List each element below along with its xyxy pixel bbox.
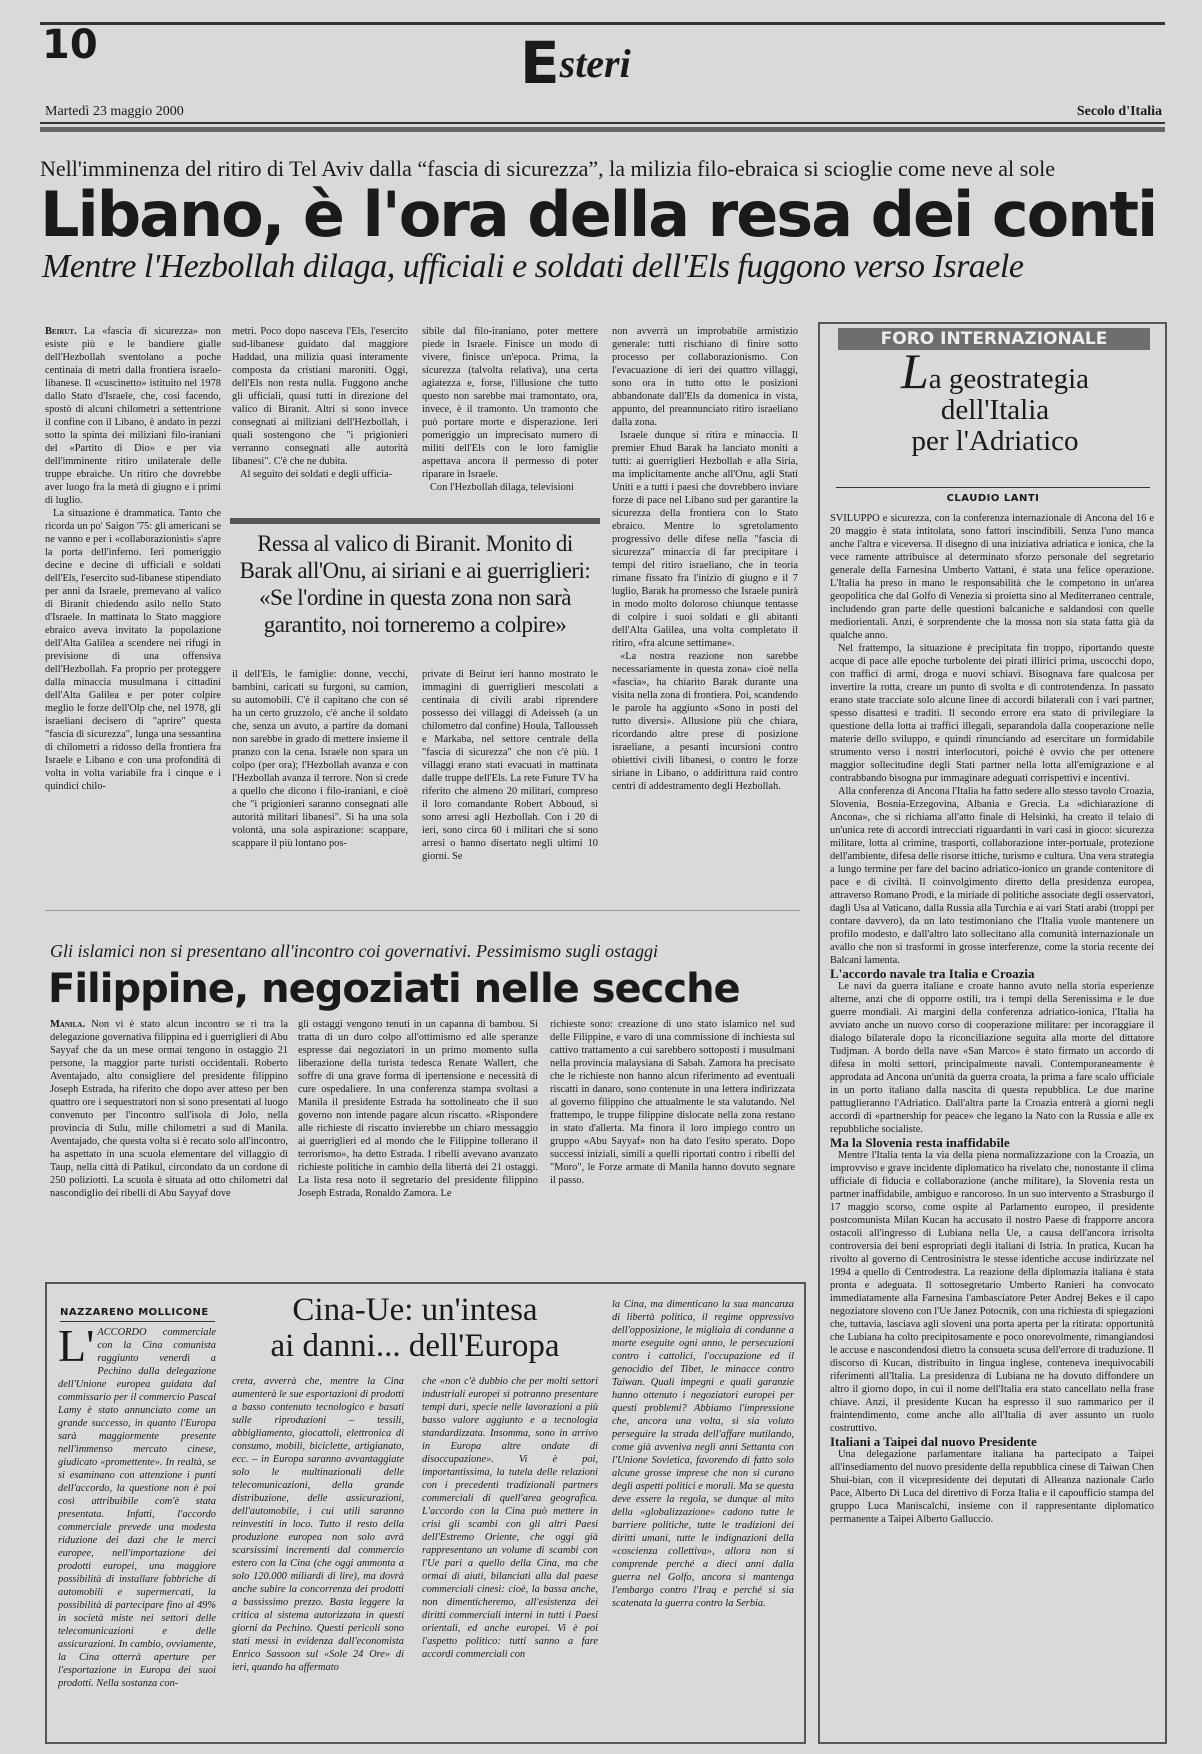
foro-subtitle: Italiani a Taipei dal nuovo Presidente — [830, 1434, 1037, 1449]
paragraph: private di Beirut ieri hanno mostrato le immagini di guerriglieri mescolati a centinaia di civili arabi riprendere possesso dei villaggi di Adeisseh (a un chilometro dal confine) Houla, Tallousseh e Markaba, nel settore centrale della "fascia di sicurezza" che non c'è più. I villaggi erano stati evacuati in mattinata dalle truppe dell'Els. La rete Future TV ha riferito che almeno 20 militari, compreso il loro comandante Robert Abboud, si sono arresi agli Hezbollah. Con i 20 di ieri, sono circa 60 i militari che si sono arresi o hanno disertato negli ultimi 10 giorni. Se — [422, 669, 598, 862]
title-line: dell'Italia — [940, 394, 1050, 426]
filippine-dateline: Manila. — [50, 1019, 85, 1030]
paragraph: La situazione è drammatica. Tanto che ricorda un po' Saigon '75: gli americani se ne vanno e per i «collaborazionisti» s'apre la porta dell'inferno. Ieri pomeriggio decine e decine di ufficiali e soldati dell'Els, l'esercito sud-libanese stipendiato per anni da Israele, premevano al valico di Biranit chiedendo asilo nello Stato d'Israele. In mattinata lo Stato maggiore ebraico aveva invitato la popolazione dell'Alta Galilea a scendere nei rifugi in previsione di una offensiva dell'Hezbollah. Fa proprio per proteggere dalla minaccia musulmana i cittadini dell'Alta Galilea e per poter colpire meglio le forze dell'Olp che, nel 1978, gli israeliani decisero di "aprire" questa "fascia di sicurezza", lunga una sessantina di chilometri a ridosso della frontiera fra Israele e Libano e con una profondità di volta in volta variabile fra i cinque e i quindici chilo- — [45, 508, 221, 792]
cina-headline — [230, 1292, 600, 1364]
libano-kicker: Nell'imminenza del ritiro di Tel Aviv dalla “fascia di sicurezza”, la milizia filo-ebraica si scioglie come neve al sole — [40, 156, 1056, 181]
title-line: a geostrategia — [928, 363, 1090, 395]
paragraph: il dell'Els, le famiglie: donne, vecchi, bambini, caricati su furgoni, su camion, su automobili. C'è il capitano che con sé ha un certo gruzzolo, c'è anche il soldato che, senza un avuto, a partire da domani non sarebbe in grado di mettere insieme il pranzo con la cena. Israele non spara un colpo (per ora); l'Hezbollah avanza e con l'Hezbollah avanza il terrore. Non si crede a quello che dicono i filo-iraniani, e cioè che "i prigionieri saranno consegnati alle autorità militari libanesi". Si ha una sola volontà, una sola aspirazione: scappare, scappare il più lontano pos- — [232, 669, 408, 849]
paragraph: metri. Poco dopo nasceva l'Els, l'esercito sud-libanese guidato dal maggiore Haddad, una milizia quasi interamente composta da cristiani maroniti. Oggi, dell'Els non resta nulla. Fuggono anche gli ufficiali, quasi tutti in direzione del valico di Biranit. Altri si sono invece consegnati ai miliziani dell'Hezbollah, i quali sostengono che "i prigionieri verranno consegnati alle autorità libanesi". C'è che ne dubita. — [232, 326, 408, 467]
headline-line: Cina-Ue: un'intesa — [292, 1292, 538, 1328]
section-initial: E — [520, 29, 560, 97]
paragraph: che «non c'è dubbio che per molti settori industriali europei si potranno presentare tempi duri, specie nelle lavorazioni a più basso valore aggiunto e a tecnologia standardizzata. Insomma, sono in arrivo in Europa altre ondate di disoccupazione». Vi è poi, importantissima, la tutela delle relazioni con i precedenti tradizionali partners commerciali di quell'area geografica. L'accordo con la Cina può mettere in crisi gli scambi con gli altri Paesi dell'Estremo Oriente, che oggi già rappresentano un volume di scambi con l'Ue pari a quello della Cina, ma che ormai di aiuti, bilanciati alla dal paese commerciali cinesi: cioè, la bassa anche, non dimenticheremo, all'esistenza dei diritti commerciali interni in tutti i Paesi orientali, ed anche europei. Vi è poi l'aspetto politico: tutti sanno a fare accordi commerciali con — [422, 1376, 598, 1660]
libano-column-5 — [232, 668, 408, 904]
cina-column-2 — [232, 1375, 404, 1735]
cina-column-4 — [612, 1298, 794, 1735]
foro-subtitle: L'accordo navale tra Italia e Croazia — [830, 966, 1035, 981]
paragraph: Una delegazione parlamentare italiana ha partecipato a Taipei all'insediamento del nuovo presidente della repubblica cinese di Taiwan Chen Shui-bian, con il vicepresidente dei deputati di Alleanza nazionale Carlo Pace, Alberto Di Luca del direttivo di Forza Italia e il capoufficio stampa del gruppo Luca Maniscalchi, insieme con il rappresentante diplomatico permanente a Taipei Alberto Galluccio. — [830, 1449, 1154, 1525]
libano-inset-headline: Ressa al valico di Biranit. Monito di Barak all'Onu, ai siriani e ai guerriglieri: «Se l'ordine in questa zona non sarà garantito, noi torneremo a colpire» — [230, 518, 600, 670]
paragraph: Le navi da guerra italiane e croate hanno avuto nella storia esperienze alterne, anzi che di opporre ostili, tra i tempi della Serenissima e le due guerre mondiali. Ai margini della conferenza adriatico-ionica, l'Italia ha avviato anche un nuovo corso di cooperazione militare: per incoraggiare il dialogo bilaterale dopo la riconciliazione seguita alla morte del dittatore Tudjman. A bordo della nave «San Marco» è stato firmato un accordo di difesa in molti settori, principalmente navali. Contemporaneamente è approdata ad Ancona un'unità da guerra croata, la prima a fare scalo ufficiale in un porto italiano dalla nascita di questa repubblica. Le due marine pattuglieranno l'Adriatico. Dall'altra parte la Croazia entrerà a giorni negli accordi di «partnership for peace» che legano la Nato con la Russia e alle ex repubbliche socialiste. — [830, 981, 1154, 1135]
section-title — [520, 29, 631, 97]
libano-headline: Libano, è l'ora della resa dei conti — [40, 178, 1157, 251]
paragraph: richieste sono: creazione di uno stato islamico nel sud delle Filippine, e varo di una commissione di inchiesta sul cattivo trattamento a cui sarebbero sottoposti i musulmani nella provincia malaysiana di Sabah. Zamora ha precisato che le richieste non hanno alcun riferimento ad eventuali riscatti in danaro, sono contenute in una lettera indirizzata al governo filippino che attualmente le sta valutando. Nel frattempo, le truppe filippine dislocate nella zona restano in stato d'allerta. Ma finora il loro impiego contro un gruppo «Abu Sayyaf» non ha dato l'esito sperato. Dopo successi iniziali, simili a quelli riportati contro i ribelli del "Moro", le Forze armate di Manila hanno dovuto segnare il passo. — [550, 1019, 795, 1186]
foro-title — [835, 343, 1155, 457]
filippine-headline: Filippine, negoziati nelle secche — [48, 966, 740, 1012]
cina-author: NAZZARENO MOLLICONE — [60, 1306, 215, 1322]
filippine-kicker: Gli islamici non si presentano all'incontro coi governativi. Pessimismo sugli ostaggi — [50, 941, 658, 961]
libano-dateline: Beirut. — [45, 326, 77, 337]
foro-tag: FORO INTERNAZIONALE — [838, 328, 1150, 350]
cina-column-1 — [58, 1326, 216, 1734]
page-number: 10 — [42, 22, 98, 68]
issue-date: Martedì 23 maggio 2000 — [45, 104, 184, 119]
paragraph: la Cina, ma dimenticano la sua mancanza di libertà politica, il regime oppressivo dell'opposizione, le migliaia di condanne a morte eseguite ogni anno, le persecuzioni contro i cattolici, l'occupazione ed il genocidio del Tibet, le minacce contro Taiwan. Quali impegni e quali garanzie hanno ottenuto i negoziatori europei per questi problemi? Abbiamo l'impressione che, ancora una volta, si sia voluto perseguire la strada dell'affare mutilando, come già avveniva negli anni Settanta con l'Unione Sovietica, favorendo di fatto solo alcune grosse imprese che non si curano degli aspetti politici e morali. Ma se questa deve essere la regola, se dunque al mito della «globalizzazione» cadono tutte le barriere politiche, tutte le tradizioni dei diritti umani, tutte le indignazioni della «coscienza collettiva», allora non si comprende perché a dieci anni dalla guerra nel Golfo, ancora si mantenga l'embargo contro l'Iraq e perché si sia scatenata la guerra contro la Serbia. — [612, 1299, 794, 1609]
section-rest: steri — [559, 41, 631, 86]
paragraph: sibile dal filo-iraniano, poter mettere piede in Israele. Finisce un modo di vivere, finisce un'epoca. Prima, la sicurezza (talvolta relativa), una certa agiatezza e, forse, l'illusione che tutto questo non sarebbe mai tramontato, ora, invece, è il tramonto. Un tramonto che può portare morte e disperazione. Ieri pomeriggio un imprecisato numero di militi dell'Els con le loro famiglie aspettava ancora il permesso di poter riparare in Israele. — [422, 326, 598, 480]
drop-cap: L' — [58, 1326, 95, 1371]
foro-subtitle: Ma la Slovenia resta inaffidabile — [830, 1135, 1010, 1150]
libano-column-4 — [612, 325, 798, 905]
filippine-column-3 — [550, 1018, 795, 1240]
filippine-column-2 — [298, 1018, 538, 1240]
headline-line: ai danni... dell'Europa — [270, 1328, 560, 1364]
libano-column-1 — [45, 325, 221, 905]
filippine-rule — [45, 910, 800, 911]
libano-column-2 — [232, 325, 408, 513]
paragraph: Alla conferenza di Ancona l'Italia ha fatto sedere allo stesso tavolo Croazia, Slovenia, Bosnia-Erzegovina, Albania e Grecia. La «dichiarazione di Ancona», che si richiama all'atto finale di Helsinki, ha creato il telaio di un'unica rete di accordi intrecciati riguardanti in vari casi in gioco: sicurezza militare, lotta al crimine, trasporti, collaborazione inter-portuale, protezione dell'ambiente, difesa delle risorse ittiche, turismo e cultura. Una vera strategia a lungo termine per fare del bacino adriatico-ionico un grande contenitore di pace e di civiltà. Il coinvolgimento diretto della presidenza europea, attraverso Romano Prodi, e la miriade di politiche associate degli osservatori, dagli Usa al Vaticano, dalla Russia alla Turchia e ai vari Stati arabi (troppi per contare davvero), da un lato testimoniano che l'Italia vuole mantenere un profilo modesto, e dall'altro lato sollecitano alla comunità internazionale un avallo che non si trasformi in grosse interferenze, come la storia recente dei Balcani lamenta. — [830, 786, 1154, 966]
foro-author: CLAUDIO LANTI — [946, 493, 1040, 504]
paragraph: Nel frattempo, la situazione è precipitata fin troppo, riportando queste acque di pace alle epoche turbolente dei pirati illirici prima, uscocchi dopo, con traffici di armi, droga e nuovi schiavi. Bisognava fare qualcosa per invertire la rotta, creare un punto di svolta e di controtendenza. In passato erano state tracciate solo alcune linee di accordi bilaterali con i vari partner, spesso disattesi e traditi. Il secondo errore era stato di privilegiare la questione della lotta ai traffici illegali, separandola dalla cooperazione nelle materie dello sviluppo, e quindi rinunciando ad esercitare un formidabile strumento verso i nostri interlocutori, poiché è ovvio che per ottenere maggior sollecitudine degli Stati partner nella lotta all'emigrazione e al contrabbando bisogna pur immaginare adeguati corrispettivi e incentivi. — [830, 643, 1154, 784]
libano-column-3 — [422, 325, 598, 513]
paragraph: Con l'Hezbollah dilaga, televisioni — [430, 482, 574, 493]
paragraph: Non vi è stato alcun incontro se ri tra la delegazione governativa filippina ed i guerriglieri di Abu Sayyaf che da un mese ormai tengono in ostaggio 21 persone, la maggior parte turisti occidentali. Roberto Aventajado, alto consigliere del presidente filippino Joseph Estrada, ha riferito che dopo aver atteso per ben quattro ore i sequestratori non si sono presentati al luogo convenuto per l'incontro sull'isola di Jolo, nella provincia di Sulu, mille chilometri a sud di Manila. Aventajado, che questa volta si è recato solo all'incontro, ha aspettato in una scuola elementare del villaggio di Taup, nella città di Patikul, circondato da un cordone di 250 poliziotti. La scuola è situata ad otto chilometri dal nascondiglio dei ribelli di Abu Sayyaf dove — [50, 1019, 288, 1199]
paragraph: gli ostaggi vengono tenuti in un capanna di bambou. Si tratta di un duro colpo all'ottimismo ed alle speranze espresse dai negoziatori in un primo momento sulla liberazione della turista tedesca Renate Wallert, che soffre di una grave forma di ipertensione e necessità di cure ospedaliere. In una conferenza stampa svoltasi a Manila il presidente Estrada ha sottolineato che il suo governo non intende pagare alcun riscatto. «Rispondere alle richieste di riscatto invierebbe un chiaro messaggio ai guerriglieri ed al mondo che le Filippine tollerano il terrorismo», ha detto Estrada. I ribelli avevano avanzato richieste politiche in cambio della libertà dei 21 ostaggi. La lista resa noto il segretario del presidente filippino Joseph Estrada, Ronaldo Zamora. Le — [298, 1019, 538, 1199]
paragraph: Mentre l'Italia tenta la via della piena normalizzazione con la Croazia, un improvviso e grave incidente diplomatico ha rivelato che, nonostante il clima ufficiale di fiducia e collaborazione (anche militare), la Slovenia resta un partner inaffidabile, ambiguo e rancoroso. In un suo intervento a Strasburgo il 17 maggio scorso, come ospite al Parlamento europeo, il presidente postcomunista Milan Kucan ha accusato il nostro Paese di frapporre ancora ostacoli all'ingresso di Lubiana nella Ue, a causa dell'ancora irrisolta controversia dei beni espropriati degli italiani di Istria. In pratica, Kucan ha rivolto al governo di Centrosinistra le stesse identiche accuse indirizzate nel 1994 a quello di Centrodestra. La reazione della diplomazia italiana è stata pronta e adeguata. Il sottosegretario Umberto Ranieri ha convocato immediatamente alla Farnesina l'ambasciatore Peter Andrej Bekes e il capo negoziatore sloveno con l'Ue Janez Potocnik, con una richiesta di spiegazioni che, tuttavia, lasciava agli sloveni una porta aperta per la ritirata: opportunità che Lubiana ha colto precipitosamente e poco onorevolmente, rimangiandosi le accuse e nascondendosi dietro la consueta scusa dell'errore di traduzione. Il discorso di Kucan, distribuito in lingua inglese, conteneva inequivocabili riferimenti all'Italia. La presidenza di Lubiana ne ha dovuto diffondere un altro il giorno dopo, in cui il nome dell'Italia era stato cancellato nella frase chiave. Anzi, il presidente Kucan ha espresso il suo rammarico per il fraintendimento, come anche allo all'Italia di aver assunto un ruolo costruttivo. — [830, 1150, 1154, 1434]
header-rule-thick — [40, 127, 1165, 132]
foro-divider — [836, 487, 1150, 488]
paragraph: non avverrà un improbabile armistizio generale: tutti rischiano di finire sotto processo per collaborazionismo. Con l'evacuazione di ieri dei quattro villaggi, sono ora in tutto otto le posizioni abbandonate dall'Els da domenica in vista, appunto, del preannunciato ritiro israeliano dalla zona. — [612, 326, 798, 428]
paragraph: «La nostra reazione non sarebbe necessariamente in questa zona» cioè nella «fascia», ha chiarito Barak durante una visita nella zona di frontiera. Poi, scandendo le parole ha aggiunto «Sono in posti del tutto diversi». Allusione più che chiara, ricordando altre prese di posizione israeliane, a pesanti incursioni contro obiettivi civili libanesi, o contro le forze siriane in Libano, o addirittura raid contro centri di addestramento degli Hezbollah. — [612, 651, 798, 792]
cina-column-3 — [422, 1375, 598, 1735]
filippine-column-1 — [50, 1018, 288, 1240]
paragraph: creta, avverrà che, mentre la Cina aumenterà le sue esportazioni di prodotti a basso contenuto tecnologico e basati sulle riproduzioni – tessili, abbigliamento, giocattoli, elettronica di consumo, mobili, biciclette, artigianato, ecc. – in Europa saranno avvantaggiate solo le multinazionali delle telecomunicazioni, della grande distribuzione, delle assicurazioni, dell'automobile, i cui utili saranno reinvestiti in loco. Tutto il resto della produzione europea non solo avrà scarsissimi incrementi dal commercio estero con la Cina (che oggi ammonta a solo 120.000 miliardi di lire), ma dovrà anche subire la concorrenza dei prodotti a bassissimo prezzo. Basta leggere la critica al sistema autorizzata in questi giorni da Pechino. Questi pericoli sono stati messi in evidenza dall'economista Enrico Sassoon sul «Sole 24 Ore» di ieri, quando ha affermato — [232, 1376, 404, 1673]
paragraph: Al seguito dei soldati e degli ufficia- — [240, 469, 393, 480]
paragraph: ACCORDO commerciale con la Cina comunista raggiunto venerdì a Pechino dalla delegazione dell'Unione europea guidata dal commissario per il commercio Pascal Lamy è stato annunciato come un grande successo, in quanto l'Europa sarà maggiormente presente nell'immenso mercato cinese, giudicato «promettente». In realtà, se si esaminano con attenzione i punti dell'accordo, la questione non è poi così attribuibile com'è stata presentata. Infatti, l'accordo commerciale prevede una modesta riduzione dei dazi che le merci europee, nell'importazione dei prodotti europei, una maggiore possibilità di installare fabbriche di automobili e supermercati, la possibilità di partecipare fino al 49% in società miste nei settori delle telecomunicazioni e delle assicurazioni. In cambio, ovviamente, la Cina otterrà aperture per l'esportazione in Europa dei suoi prodotti. Nella sostanza con- — [58, 1327, 216, 1689]
libano-subhead: Mentre l'Hezbollah dilaga, ufficiali e soldati dell'Els fuggono verso Israele — [42, 248, 1024, 285]
libano-column-6 — [422, 668, 598, 904]
newspaper-name: Secolo d'Italia — [1076, 104, 1162, 119]
foro-article — [830, 512, 1154, 1734]
title-initial: L — [900, 343, 929, 399]
header-rule — [40, 122, 1165, 124]
paragraph: La «fascia di sicurezza» non esiste più e le bandiere gialle dell'Hezbollah sventolano a poche centinaia di metri dalla frontiera israelo-libanese. Il «cuscinetto» istituito nel 1978 dallo Stato d'Israele, che, così facendo, spostò di alcuni chilometri a settentrione il confine con il Libano, è andato in pezzi sotto la spinta dei miliziani filo-iraniani del «Partito di Dio» e per via dell'imminente ritiro unilaterale delle truppe ebraiche. Un ritiro che dovrebbe aver luogo fra la metà di giugno e i primi di luglio. — [45, 326, 221, 506]
paragraph: SVILUPPO e sicurezza, con la conferenza internazionale di Ancona del 16 e 20 maggio è stata intitolata, sono fattori inscindibili. Senza l'uno manca anche l'altra e viceversa. Il disegno di una iniziativa adriatica e ionica, che la vece ramente attribuisce al determinato sforzo personale del segretario generale della Farnesina Umberto Vattani, è stata una felice operazione. L'Italia ha preso in mano le responsabilità che le competono in un'area geopolitica che dal Golfo di Venezia si proietta sino al Mediterraneo centrale, includendo gran parte delle questioni balcaniche e saldandosi con quelle mediorientali. Anzi, è sorprendente che la mossa non sia stata fatta già da qualche anno. — [830, 513, 1154, 641]
top-rule — [40, 22, 1165, 25]
paragraph: Israele dunque si ritira e minaccia. Il premier Ehud Barak ha lanciato moniti a tutti: ai guerriglieri Hezbollah e alla Siria, ma implicitamente anche all'Onu, agli Stati Uniti e a tutti i paesi che dovrebbero inviare forze di pace nel Libano sud per garantire la sicurezza della frontiera con lo Stato ebraico. Mentre lo sgretolamento progressivo delle difese nella "fascia di sicurezza" minaccia di far precipitare i tempi del ritiro israeliano, che in teoria rimane fissato fra l'inizio di giugno e il 7 luglio, Barak ha promesso che Israele punirà in modo molto doloroso chiunque tentasse di colpire i suoi soldati e gli abitanti dell'Alta Galilea, una volta completato il ritiro, «fra alcune settimane». — [612, 430, 798, 649]
title-line: per l'Adriatico — [911, 425, 1079, 457]
